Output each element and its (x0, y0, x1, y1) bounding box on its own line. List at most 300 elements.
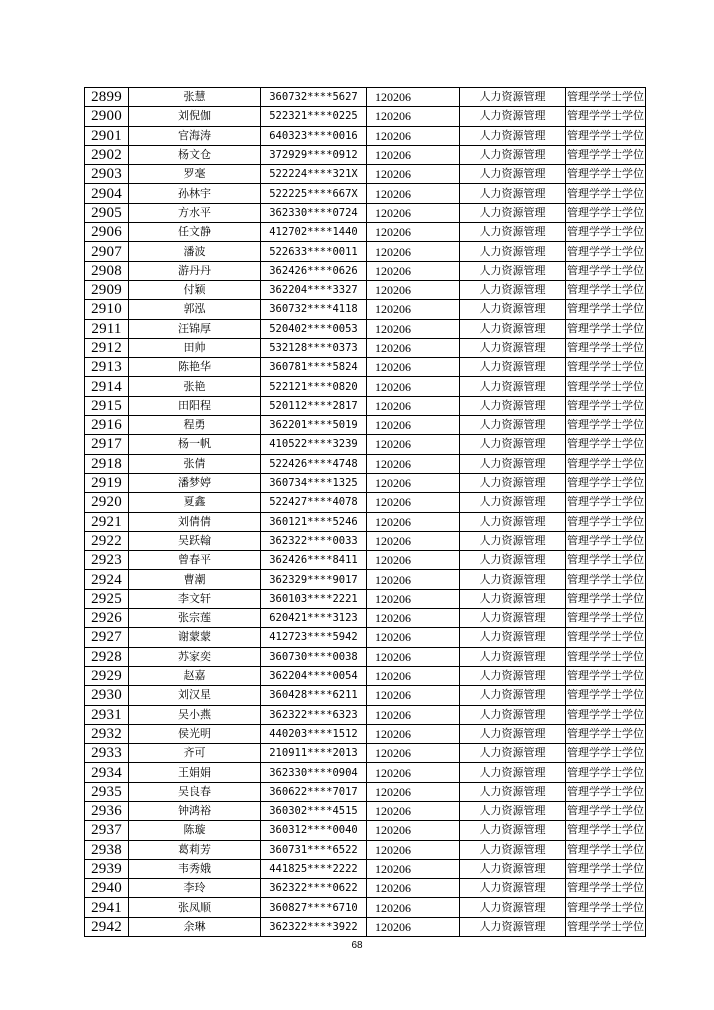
table-row (85, 493, 646, 512)
row-number-cell: 2930 (85, 686, 129, 705)
major-name-cell: 人力资源管理 (460, 840, 566, 859)
row-number-cell: 2927 (85, 628, 129, 647)
major-name-cell: 人力资源管理 (460, 261, 566, 280)
row-number-cell: 2938 (85, 840, 129, 859)
major-name-cell: 人力资源管理 (460, 126, 566, 145)
id-number-cell: 441825****2222 (261, 859, 367, 878)
major-name-cell: 人力资源管理 (460, 628, 566, 647)
major-code-cell: 120206 (367, 165, 460, 184)
degree-cell: 管理学学士学位 (566, 570, 646, 589)
row-number-cell: 2904 (85, 184, 129, 203)
major-name-cell: 人力资源管理 (460, 396, 566, 415)
table-row (85, 338, 646, 357)
id-number-cell: 362322****3922 (261, 917, 367, 936)
major-code-cell: 120206 (367, 705, 460, 724)
student-name-cell: 陈璇 (129, 821, 261, 840)
major-code-cell: 120206 (367, 801, 460, 820)
table-row (85, 570, 646, 589)
major-name-cell: 人力资源管理 (460, 551, 566, 570)
major-code-cell: 120206 (367, 493, 460, 512)
degree-cell: 管理学学士学位 (566, 223, 646, 242)
degree-cell: 管理学学士学位 (566, 840, 646, 859)
major-code-cell: 120206 (367, 859, 460, 878)
id-number-cell: 372929****0912 (261, 145, 367, 164)
major-name-cell: 人力资源管理 (460, 338, 566, 357)
major-name-cell: 人力资源管理 (460, 801, 566, 820)
row-number-cell: 2913 (85, 358, 129, 377)
major-code-cell: 120206 (367, 396, 460, 415)
major-name-cell: 人力资源管理 (460, 859, 566, 878)
table-row (85, 261, 646, 280)
table-row (85, 840, 646, 859)
student-name-cell: 游丹丹 (129, 261, 261, 280)
major-code-cell: 120206 (367, 126, 460, 145)
student-name-cell: 潘波 (129, 242, 261, 261)
row-number-cell: 2928 (85, 647, 129, 666)
id-number-cell: 362322****6323 (261, 705, 367, 724)
degree-cell: 管理学学士学位 (566, 184, 646, 203)
id-number-cell: 362426****0626 (261, 261, 367, 280)
major-name-cell: 人力资源管理 (460, 724, 566, 743)
table-row (85, 917, 646, 936)
student-name-cell: 杨文仓 (129, 145, 261, 164)
major-name-cell: 人力资源管理 (460, 358, 566, 377)
id-number-cell: 360103****2221 (261, 589, 367, 608)
degree-cell: 管理学学士学位 (566, 454, 646, 473)
major-code-cell: 120206 (367, 416, 460, 435)
table-row (85, 782, 646, 801)
row-number-cell: 2908 (85, 261, 129, 280)
table-row (85, 686, 646, 705)
student-name-cell: 李玲 (129, 879, 261, 898)
degree-cell: 管理学学士学位 (566, 744, 646, 763)
student-name-cell: 刘倩倩 (129, 512, 261, 531)
id-number-cell: 522121****0820 (261, 377, 367, 396)
row-number-cell: 2920 (85, 493, 129, 512)
major-name-cell: 人力资源管理 (460, 512, 566, 531)
major-name-cell: 人力资源管理 (460, 493, 566, 512)
row-number-cell: 2902 (85, 145, 129, 164)
row-number-cell: 2934 (85, 763, 129, 782)
degree-cell: 管理学学士学位 (566, 319, 646, 338)
row-number-cell: 2911 (85, 319, 129, 338)
student-name-cell: 田帅 (129, 338, 261, 357)
major-code-cell: 120206 (367, 184, 460, 203)
student-name-cell: 田阳程 (129, 396, 261, 415)
degree-cell: 管理学学士学位 (566, 473, 646, 492)
degree-cell: 管理学学士学位 (566, 203, 646, 222)
table-row (85, 859, 646, 878)
id-number-cell: 410522****3239 (261, 435, 367, 454)
student-name-cell: 刘倪伽 (129, 107, 261, 126)
major-code-cell: 120206 (367, 280, 460, 299)
major-code-cell: 120206 (367, 454, 460, 473)
table-row (85, 184, 646, 203)
major-code-cell: 120206 (367, 223, 460, 242)
row-number-cell: 2919 (85, 473, 129, 492)
table-row (85, 724, 646, 743)
id-number-cell: 362204****0054 (261, 666, 367, 685)
row-number-cell: 2936 (85, 801, 129, 820)
major-code-cell: 120206 (367, 609, 460, 628)
id-number-cell: 360731****6522 (261, 840, 367, 859)
student-name-cell: 王娟娟 (129, 763, 261, 782)
row-number-cell: 2899 (85, 88, 129, 107)
row-number-cell: 2929 (85, 666, 129, 685)
major-code-cell: 120206 (367, 300, 460, 319)
table-row (85, 358, 646, 377)
student-name-cell: 陈艳华 (129, 358, 261, 377)
degree-cell: 管理学学士学位 (566, 377, 646, 396)
row-number-cell: 2909 (85, 280, 129, 299)
degree-cell: 管理学学士学位 (566, 416, 646, 435)
degree-cell: 管理学学士学位 (566, 126, 646, 145)
row-number-cell: 2935 (85, 782, 129, 801)
row-number-cell: 2910 (85, 300, 129, 319)
degree-cell: 管理学学士学位 (566, 917, 646, 936)
table-row (85, 88, 646, 107)
major-name-cell: 人力资源管理 (460, 473, 566, 492)
table-row (85, 705, 646, 724)
student-name-cell: 方水平 (129, 203, 261, 222)
major-code-cell: 120206 (367, 107, 460, 126)
row-number-cell: 2922 (85, 531, 129, 550)
student-name-cell: 张慧 (129, 88, 261, 107)
id-number-cell: 522426****4748 (261, 454, 367, 473)
table-row (85, 377, 646, 396)
student-name-cell: 杨一帆 (129, 435, 261, 454)
id-number-cell: 522225****667X (261, 184, 367, 203)
major-name-cell: 人力资源管理 (460, 531, 566, 550)
major-name-cell: 人力资源管理 (460, 744, 566, 763)
major-name-cell: 人力资源管理 (460, 165, 566, 184)
table-row (85, 145, 646, 164)
major-code-cell: 120206 (367, 358, 460, 377)
table-row (85, 165, 646, 184)
table-row (85, 280, 646, 299)
id-number-cell: 522427****4078 (261, 493, 367, 512)
major-code-cell: 120206 (367, 647, 460, 666)
degree-cell: 管理学学士学位 (566, 338, 646, 357)
row-number-cell: 2931 (85, 705, 129, 724)
major-code-cell: 120206 (367, 898, 460, 917)
degree-cell: 管理学学士学位 (566, 705, 646, 724)
table-row (85, 473, 646, 492)
id-number-cell: 360732****5627 (261, 88, 367, 107)
row-number-cell: 2925 (85, 589, 129, 608)
table-row (85, 319, 646, 338)
table-row (85, 300, 646, 319)
major-name-cell: 人力资源管理 (460, 686, 566, 705)
major-name-cell: 人力资源管理 (460, 300, 566, 319)
id-number-cell: 362329****9017 (261, 570, 367, 589)
major-name-cell: 人力资源管理 (460, 589, 566, 608)
id-number-cell: 520402****0053 (261, 319, 367, 338)
row-number-cell: 2900 (85, 107, 129, 126)
id-number-cell: 522224****321X (261, 165, 367, 184)
student-name-cell: 刘汉星 (129, 686, 261, 705)
row-number-cell: 2924 (85, 570, 129, 589)
student-name-cell: 李文轩 (129, 589, 261, 608)
id-number-cell: 362426****8411 (261, 551, 367, 570)
major-name-cell: 人力资源管理 (460, 647, 566, 666)
major-code-cell: 120206 (367, 724, 460, 743)
student-name-cell: 葛莉芳 (129, 840, 261, 859)
student-name-cell: 程勇 (129, 416, 261, 435)
row-number-cell: 2923 (85, 551, 129, 570)
major-code-cell: 120206 (367, 782, 460, 801)
id-number-cell: 362322****0033 (261, 531, 367, 550)
degree-cell: 管理学学士学位 (566, 628, 646, 647)
major-code-cell: 120206 (367, 628, 460, 647)
student-name-cell: 夏鑫 (129, 493, 261, 512)
degree-cell: 管理学学士学位 (566, 859, 646, 878)
table-row (85, 609, 646, 628)
student-name-cell: 任文静 (129, 223, 261, 242)
major-name-cell: 人力资源管理 (460, 107, 566, 126)
row-number-cell: 2903 (85, 165, 129, 184)
major-name-cell: 人力资源管理 (460, 88, 566, 107)
table-row (85, 879, 646, 898)
student-name-cell: 吴良春 (129, 782, 261, 801)
degree-cell: 管理学学士学位 (566, 666, 646, 685)
major-code-cell: 120206 (367, 242, 460, 261)
degree-cell: 管理学学士学位 (566, 493, 646, 512)
student-name-cell: 吴跃翰 (129, 531, 261, 550)
row-number-cell: 2939 (85, 859, 129, 878)
row-number-cell: 2914 (85, 377, 129, 396)
major-code-cell: 120206 (367, 319, 460, 338)
degree-cell: 管理学学士学位 (566, 724, 646, 743)
table-row (85, 647, 646, 666)
student-name-cell: 曾春平 (129, 551, 261, 570)
major-name-cell: 人力资源管理 (460, 184, 566, 203)
major-name-cell: 人力资源管理 (460, 705, 566, 724)
major-code-cell: 120206 (367, 512, 460, 531)
degree-cell: 管理学学士学位 (566, 396, 646, 415)
student-name-cell: 谢蒙蒙 (129, 628, 261, 647)
degree-cell: 管理学学士学位 (566, 107, 646, 126)
id-number-cell: 362204****3327 (261, 280, 367, 299)
row-number-cell: 2926 (85, 609, 129, 628)
student-name-cell: 付颖 (129, 280, 261, 299)
major-name-cell: 人力资源管理 (460, 377, 566, 396)
major-code-cell: 120206 (367, 435, 460, 454)
major-code-cell: 120206 (367, 203, 460, 222)
major-code-cell: 120206 (367, 261, 460, 280)
major-name-cell: 人力资源管理 (460, 203, 566, 222)
row-number-cell: 2918 (85, 454, 129, 473)
major-name-cell: 人力资源管理 (460, 666, 566, 685)
row-number-cell: 2916 (85, 416, 129, 435)
table-row (85, 821, 646, 840)
degree-cell: 管理学学士学位 (566, 609, 646, 628)
id-number-cell: 360730****0038 (261, 647, 367, 666)
student-name-cell: 汪锦厚 (129, 319, 261, 338)
row-number-cell: 2941 (85, 898, 129, 917)
id-number-cell: 362330****0724 (261, 203, 367, 222)
row-number-cell: 2901 (85, 126, 129, 145)
major-code-cell: 120206 (367, 666, 460, 685)
student-name-cell: 韦秀娥 (129, 859, 261, 878)
student-name-cell: 吴小燕 (129, 705, 261, 724)
major-name-cell: 人力资源管理 (460, 821, 566, 840)
degree-cell: 管理学学士学位 (566, 261, 646, 280)
row-number-cell: 2906 (85, 223, 129, 242)
major-name-cell: 人力资源管理 (460, 454, 566, 473)
table-row (85, 744, 646, 763)
major-code-cell: 120206 (367, 821, 460, 840)
row-number-cell: 2915 (85, 396, 129, 415)
student-name-cell: 郭泓 (129, 300, 261, 319)
degree-cell: 管理学学士学位 (566, 647, 646, 666)
row-number-cell: 2905 (85, 203, 129, 222)
student-name-cell: 赵嘉 (129, 666, 261, 685)
degree-cell: 管理学学士学位 (566, 242, 646, 261)
student-name-cell: 齐可 (129, 744, 261, 763)
row-number-cell: 2940 (85, 879, 129, 898)
id-number-cell: 412723****5942 (261, 628, 367, 647)
major-name-cell: 人力资源管理 (460, 416, 566, 435)
major-name-cell: 人力资源管理 (460, 280, 566, 299)
row-number-cell: 2921 (85, 512, 129, 531)
student-name-cell: 官海涛 (129, 126, 261, 145)
row-number-cell: 2917 (85, 435, 129, 454)
id-number-cell: 362330****0904 (261, 763, 367, 782)
degree-cell: 管理学学士学位 (566, 898, 646, 917)
row-number-cell: 2912 (85, 338, 129, 357)
table-row (85, 107, 646, 126)
row-number-cell: 2937 (85, 821, 129, 840)
id-number-cell: 360732****4118 (261, 300, 367, 319)
table-row (85, 801, 646, 820)
table-row (85, 551, 646, 570)
degree-cell: 管理学学士学位 (566, 300, 646, 319)
major-code-cell: 120206 (367, 763, 460, 782)
table-row (85, 898, 646, 917)
table-row (85, 666, 646, 685)
student-name-cell: 张宗莲 (129, 609, 261, 628)
id-number-cell: 620421****3123 (261, 609, 367, 628)
degree-cell: 管理学学士学位 (566, 145, 646, 164)
degree-cell: 管理学学士学位 (566, 782, 646, 801)
major-code-cell: 120206 (367, 377, 460, 396)
table-row (85, 242, 646, 261)
major-code-cell: 120206 (367, 917, 460, 936)
table-row (85, 454, 646, 473)
row-number-cell: 2907 (85, 242, 129, 261)
student-name-cell: 苏家奕 (129, 647, 261, 666)
id-number-cell: 362201****5019 (261, 416, 367, 435)
degree-cell: 管理学学士学位 (566, 531, 646, 550)
id-number-cell: 520112****2817 (261, 396, 367, 415)
degree-cell: 管理学学士学位 (566, 821, 646, 840)
student-name-cell: 孙林宇 (129, 184, 261, 203)
table-row (85, 589, 646, 608)
student-name-cell: 张艳 (129, 377, 261, 396)
id-number-cell: 522633****0011 (261, 242, 367, 261)
student-name-cell: 张凤顺 (129, 898, 261, 917)
table-row (85, 126, 646, 145)
major-code-cell: 120206 (367, 145, 460, 164)
table-row (85, 223, 646, 242)
degree-cell: 管理学学士学位 (566, 551, 646, 570)
major-name-cell: 人力资源管理 (460, 435, 566, 454)
id-number-cell: 360622****7017 (261, 782, 367, 801)
degree-cell: 管理学学士学位 (566, 165, 646, 184)
id-number-cell: 360781****5824 (261, 358, 367, 377)
table-row (85, 628, 646, 647)
major-name-cell: 人力资源管理 (460, 242, 566, 261)
id-number-cell: 640323****0016 (261, 126, 367, 145)
major-code-cell: 120206 (367, 531, 460, 550)
table-row (85, 763, 646, 782)
student-name-cell: 曹潮 (129, 570, 261, 589)
major-code-cell: 120206 (367, 840, 460, 859)
major-code-cell: 120206 (367, 338, 460, 357)
degree-cell: 管理学学士学位 (566, 358, 646, 377)
major-name-cell: 人力资源管理 (460, 782, 566, 801)
id-number-cell: 210911****2013 (261, 744, 367, 763)
table-row (85, 512, 646, 531)
student-name-cell: 侯光明 (129, 724, 261, 743)
major-name-cell: 人力资源管理 (460, 917, 566, 936)
major-name-cell: 人力资源管理 (460, 879, 566, 898)
degree-cell: 管理学学士学位 (566, 435, 646, 454)
degree-cell: 管理学学士学位 (566, 280, 646, 299)
major-name-cell: 人力资源管理 (460, 609, 566, 628)
degree-cell: 管理学学士学位 (566, 589, 646, 608)
graduate-degree-table (84, 87, 646, 937)
degree-cell: 管理学学士学位 (566, 512, 646, 531)
student-name-cell: 余琳 (129, 917, 261, 936)
id-number-cell: 522321****0225 (261, 107, 367, 126)
major-name-cell: 人力资源管理 (460, 145, 566, 164)
major-code-cell: 120206 (367, 589, 460, 608)
major-name-cell: 人力资源管理 (460, 898, 566, 917)
id-number-cell: 412702****1440 (261, 223, 367, 242)
table-row (85, 416, 646, 435)
degree-cell: 管理学学士学位 (566, 763, 646, 782)
major-code-cell: 120206 (367, 88, 460, 107)
degree-cell: 管理学学士学位 (566, 686, 646, 705)
table-row (85, 203, 646, 222)
table-body (85, 88, 646, 937)
id-number-cell: 360428****6211 (261, 686, 367, 705)
major-code-cell: 120206 (367, 570, 460, 589)
student-name-cell: 潘梦婷 (129, 473, 261, 492)
major-code-cell: 120206 (367, 744, 460, 763)
row-number-cell: 2942 (85, 917, 129, 936)
major-name-cell: 人力资源管理 (460, 223, 566, 242)
major-name-cell: 人力资源管理 (460, 319, 566, 338)
id-number-cell: 360734****1325 (261, 473, 367, 492)
major-code-cell: 120206 (367, 473, 460, 492)
id-number-cell: 360827****6710 (261, 898, 367, 917)
student-name-cell: 罗毫 (129, 165, 261, 184)
row-number-cell: 2933 (85, 744, 129, 763)
row-number-cell: 2932 (85, 724, 129, 743)
major-code-cell: 120206 (367, 879, 460, 898)
id-number-cell: 362322****0622 (261, 879, 367, 898)
major-code-cell: 120206 (367, 551, 460, 570)
id-number-cell: 532128****0373 (261, 338, 367, 357)
page-number: 68 (351, 940, 363, 951)
major-name-cell: 人力资源管理 (460, 763, 566, 782)
id-number-cell: 360312****0040 (261, 821, 367, 840)
major-code-cell: 120206 (367, 686, 460, 705)
table-row (85, 531, 646, 550)
